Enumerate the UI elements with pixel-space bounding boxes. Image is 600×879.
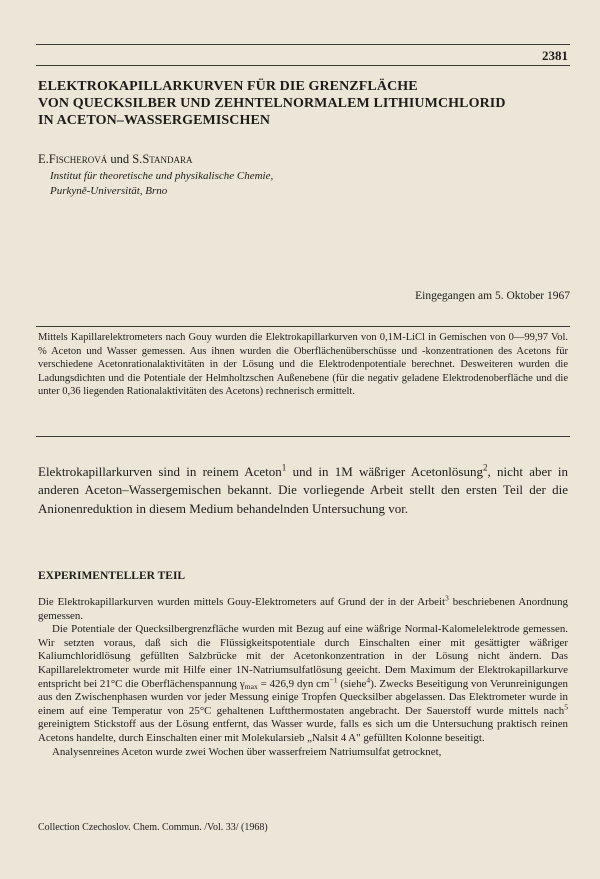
ref-4: 4 [366, 674, 371, 684]
p2-text-5: gereinigtem Stickstoff aus der Lösung entfernt, das Wasser wurde, falls es sich um die Untersuchung praktisch reinen Acetons handelte, durch Einschalten einer mit Molekularsieb „Nalsit 4 A" gefüllten Kolonne beseitigt. [38, 718, 568, 744]
title-line-2: VON QUECKSILBER UND ZEHNTELNORMALEM LITHIUMCHLORID [38, 96, 506, 111]
p2-text-3: (siehe [337, 677, 367, 690]
title-line-3: IN ACETON–WASSERGEMISCHEN [38, 113, 271, 128]
abstract-bottom-rule [36, 436, 570, 437]
abstract-text: Mittels Kapillarelektrometers nach Gouy wurden die Elektrokapillarkurven von 0,1M-LiCl in Gemischen von 0—99,97 Vol. % Aceton und Wasser gemessen. Aus ihnen wurden die Oberflächenüberschüsse und -konzentrationen des Acetons für verschiedene Acetonrationalaktivitäten in der Lösung und die Elektrodenpotentiale berechnet. Desweiteren wurden die Ladungsdichten und die Potentiale der Helmholtzschen Außenebene (für die negativ geladene Elektrodenoberfläche und die unter 0,36 liegenden Rationalaktivitäten des Acetons) rechnerisch ermittelt. [38, 332, 568, 398]
page-number: 2381 [542, 48, 568, 63]
intro-paragraph [38, 463, 568, 518]
author-conjunction: und [107, 152, 133, 166]
institution [50, 169, 273, 199]
author1-initial: E. [38, 152, 49, 166]
unit-exponent: −1 [329, 674, 338, 684]
author2-name: Standara [142, 152, 193, 166]
author1-name: Fischerová [48, 152, 108, 166]
title-line-1: ELEKTROKAPILLARKURVEN FÜR DIE GRENZFLÄCHE [38, 79, 418, 94]
ref-2: 2 [482, 462, 488, 473]
p2-text-2: = 426,9 dyn cm [257, 677, 330, 690]
abstract [38, 331, 568, 399]
body-paragraph-2 [38, 623, 568, 745]
intro-text-1: Elektrokapillarkurven sind in reinem Aceton [38, 464, 282, 479]
ref-3: 3 [445, 593, 449, 603]
header-rule [36, 65, 570, 66]
gamma-subscript: max [244, 681, 258, 691]
p2-text-4: ). Zwecks Beseitigung von Verunreinigungen aus den Zwischenphasen wurden vor jeder Messung einige Tropfen Quecksilber abgelassen. Das Elektrometer wurde in einem auf eine Temperatur von 25°C gehaltenen Luftthermostaten angebracht. Der Sauerstoff wurde mittels nach [38, 677, 568, 717]
article-title [38, 78, 558, 129]
p2-text-1: Die Potentiale der Quecksilbergrenzfläche wurden mit Bezug auf eine wäßrige Normal-Kalomelelektrode gemessen. Wir setzten voraus, daß sich die Flüssigkeitspotentiale durch Einschalten einer mit gesättigter wäßriger Kaliumchloridlösung gefüllten Salzbrücke mit der Acetonkonzentration in der Lösung nicht ändern. Das Kapillarelektrometer wurde mit Hilfe einer 1N-Natriumsulfatlösung geeicht. Dem Maximum der Elektrokapillarkurve entspricht bei 21°C die Oberflächenspannung γ [38, 623, 568, 690]
ref-5: 5 [564, 702, 568, 712]
intro-text-3: , nicht aber in anderen Aceton–Wassergemischen bekannt. Die vorliegende Arbeit stellt den ersten Teil der die Anionenreduktion in diesem Medium behandelnden Untersuchung vor. [38, 464, 568, 516]
received-date: Eingegangen am 5. Oktober 1967 [415, 290, 570, 302]
body-paragraph-1 [38, 593, 568, 623]
top-rule [36, 44, 570, 45]
p1-text-1: Die Elektrokapillarkurven wurden mittels Gouy-Elektrometers auf Grund der in der Arbeit [38, 596, 446, 608]
institution-line-1: Institut für theoretische und physikalische Chemie, [50, 170, 274, 182]
p1-text-2: beschriebenen Anordnung gemessen. [38, 596, 568, 622]
institution-line-2: Purkyně-Universität, Brno [50, 185, 168, 197]
body-paragraph-3: Analysenreines Aceton wurde zwei Wochen über wasserfreiem Natriumsulfat getrocknet, [52, 745, 442, 758]
intro-text-2: und in 1M wäßriger Acetonlösung [286, 464, 483, 479]
journal-footer: Collection Czechoslov. Chem. Commun. /Vol. 33/ (1968) [38, 822, 268, 833]
introduction [38, 463, 568, 518]
section-heading: EXPERIMENTELLER TEIL [38, 570, 186, 582]
body-text [38, 593, 568, 759]
abstract-top-rule [36, 326, 570, 327]
ref-1: 1 [281, 462, 287, 473]
authors [38, 152, 193, 167]
author2-initial: S. [132, 152, 143, 166]
